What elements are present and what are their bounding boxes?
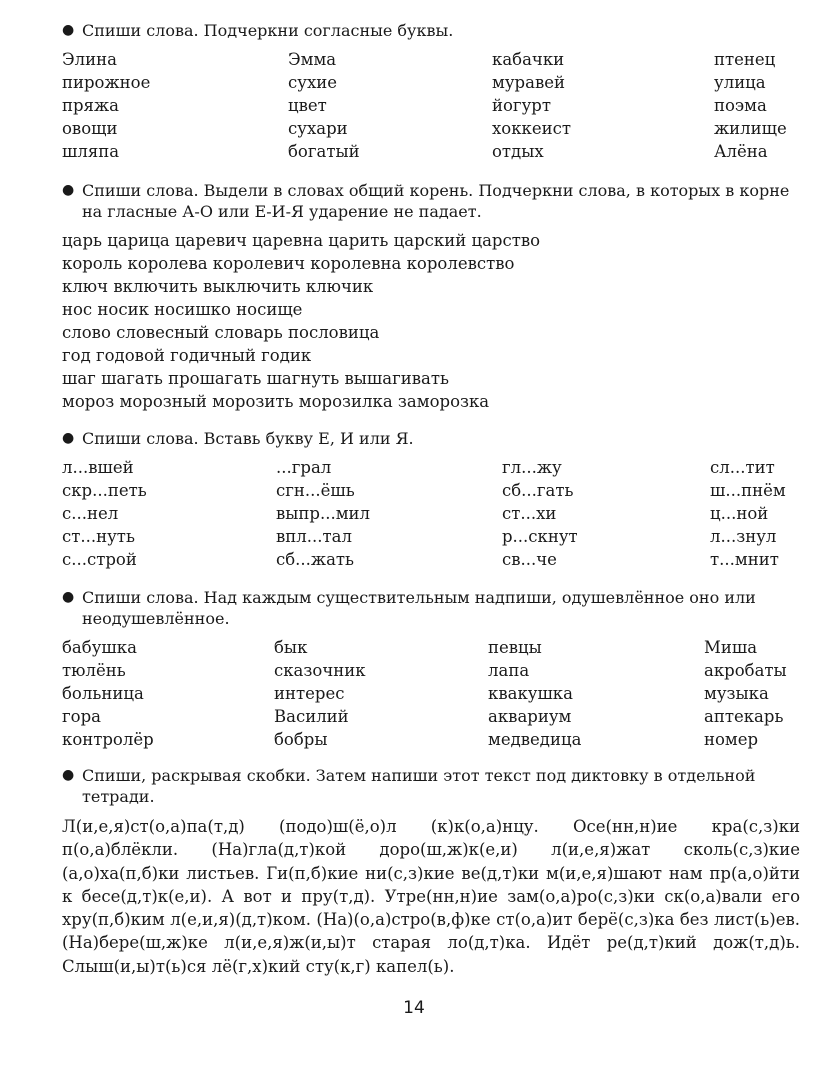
word: Василий	[274, 707, 349, 726]
word: сл...тит	[710, 458, 775, 477]
task-2-instruction: ● Спиши слова. Выдели в словах общий корень. Подчеркни слова, в которых в корне на гласные А-О или Е-И-Я ударение не падает.	[62, 181, 790, 221]
word: интерес	[274, 684, 345, 703]
task-3-word-grid	[62, 456, 802, 571]
task-4-instruction: ● Спиши слова. Над каждым существительным надпиши, одушевлённое оно или неодушевлённое.	[62, 588, 756, 628]
word: медведица	[488, 730, 582, 749]
word: сгн...ёшь	[276, 481, 355, 500]
word: сухари	[288, 119, 348, 138]
task-5-text: Л(и,е,я)ст(о,а)па(т,д) (подо)ш(ё,о)л (к)к(о,а)нцу. Осе(нн,н)ие кра(с,з)ки п(о,а)блёкли. (На)гла(д,т)кой доро(ш,ж)к(е,и) л(и,е,я)жат сколь(с,з)кие (а,о)ха(п,б)ки листьев. Ги(п,б)кие ни(с,з)кие ве(д,т)ки м(и,е,я)шают нам пр(а,о)йти к бесе(д,т)к(е,и). А вот и пру(т,д). Утре(нн,н)ие зам(о,а)ро(с,з)ки ск(о,а)вали его хру(п,б)ким л(е,и,я)(д,т)ком. (На)(о,а)стро(в,ф)ке ст(о,а)ит берё(с,з)ка без лист(ь)ев. (На)бере(ш,ж)ке л(и,е,я)ж(и,ы)т старая ло(д,т)ка. Идёт ре(д,т)кий дож(т,д)ь. Слыш(и,ы)т(ь)ся лё(г,х)кий сту(к,г) капел(ь).	[62, 817, 800, 976]
word: отдых	[492, 142, 544, 161]
word: сб...гать	[502, 481, 574, 500]
word: сб...жать	[276, 550, 355, 569]
word: с...строй	[62, 550, 137, 569]
bullet-icon: ●	[62, 430, 75, 446]
word: Элина	[62, 50, 117, 69]
word: лапа	[488, 661, 530, 680]
word: ст...нуть	[62, 527, 135, 546]
word-row	[62, 728, 802, 751]
word: муравей	[492, 73, 565, 92]
task-1-instruction: ● Спиши слова. Подчеркни согласные буквы.	[62, 21, 454, 40]
word-line: нос носик носишко носище	[62, 300, 303, 319]
word-line: слово словесный словарь пословица	[62, 323, 380, 342]
word: впл...тал	[276, 527, 352, 546]
word: контролёр	[62, 730, 154, 749]
word: Эмма	[288, 50, 337, 69]
word: Алёна	[714, 142, 768, 161]
word-row	[62, 94, 802, 117]
word-row	[62, 659, 802, 682]
word: певцы	[488, 638, 542, 657]
word-row	[62, 682, 802, 705]
word: сказочник	[274, 661, 366, 680]
word-line: царь царица царевич царевна царить царский царство	[62, 231, 541, 250]
word: тюлёнь	[62, 661, 126, 680]
bullet-icon: ●	[62, 22, 75, 38]
word: овощи	[62, 119, 118, 138]
word: ш...пнём	[710, 481, 786, 500]
word-line: король королева королевич королевна королевство	[62, 254, 515, 273]
word: аптекарь	[704, 707, 784, 726]
word: т...мнит	[710, 550, 779, 569]
word: музыка	[704, 684, 769, 703]
word: акробаты	[704, 661, 787, 680]
word-row	[62, 636, 802, 659]
word: Миша	[704, 638, 758, 657]
word: хоккеист	[492, 119, 571, 138]
word-line: шаг шагать прошагать шагнуть вышагивать	[62, 369, 449, 388]
word: гора	[62, 707, 101, 726]
task-5-instruction: ● Спиши, раскрывая скобки. Затем напиши этот текст под диктовку в отдельной тетради.	[62, 766, 756, 806]
word: скр...петь	[62, 481, 147, 500]
bullet-icon: ●	[62, 182, 75, 198]
word: пряжа	[62, 96, 119, 115]
word-line: ключ включить выключить ключик	[62, 277, 374, 296]
word: йогурт	[492, 96, 551, 115]
word-row	[62, 502, 802, 525]
word: жилище	[714, 119, 787, 138]
word-row	[62, 117, 802, 140]
word: бобры	[274, 730, 328, 749]
page-number: 14	[403, 998, 425, 1018]
word: птенец	[714, 50, 776, 69]
word: ст...хи	[502, 504, 557, 523]
word-row	[62, 140, 802, 163]
word: пирожное	[62, 73, 151, 92]
word: выпр...мил	[276, 504, 371, 523]
word: поэма	[714, 96, 767, 115]
word-row	[62, 705, 802, 728]
task-4-word-grid	[62, 636, 802, 751]
bullet-icon: ●	[62, 589, 75, 605]
word-line: год годовой годичный годик	[62, 346, 312, 365]
word: аквариум	[488, 707, 572, 726]
task-2-word-lines	[62, 229, 802, 413]
word-row	[62, 548, 802, 571]
word: ц...ной	[710, 504, 769, 523]
word: квакушка	[488, 684, 573, 703]
word: бык	[274, 638, 308, 657]
word: цвет	[288, 96, 327, 115]
task-1-word-grid	[62, 48, 802, 163]
word: номер	[704, 730, 759, 749]
word: сухие	[288, 73, 338, 92]
word: ...грал	[276, 458, 332, 477]
word-line: мороз морозный морозить морозилка заморозка	[62, 392, 490, 411]
word: л...знул	[710, 527, 777, 546]
word: кабачки	[492, 50, 565, 69]
word-row	[62, 456, 802, 479]
word: л...вшей	[62, 458, 134, 477]
word: св...че	[502, 550, 557, 569]
word: шляпа	[62, 142, 120, 161]
word: больница	[62, 684, 144, 703]
word: улица	[714, 73, 766, 92]
task-3-instruction: ● Спиши слова. Вставь букву Е, И или Я.	[62, 429, 414, 448]
word-row	[62, 71, 802, 94]
word-row	[62, 48, 802, 71]
word: гл...жу	[502, 458, 562, 477]
word-row	[62, 525, 802, 548]
word: с...нел	[62, 504, 119, 523]
word: богатый	[288, 142, 360, 161]
word: бабушка	[62, 638, 137, 657]
word: р...скнут	[502, 527, 578, 546]
bullet-icon: ●	[62, 767, 75, 783]
word-row	[62, 479, 802, 502]
